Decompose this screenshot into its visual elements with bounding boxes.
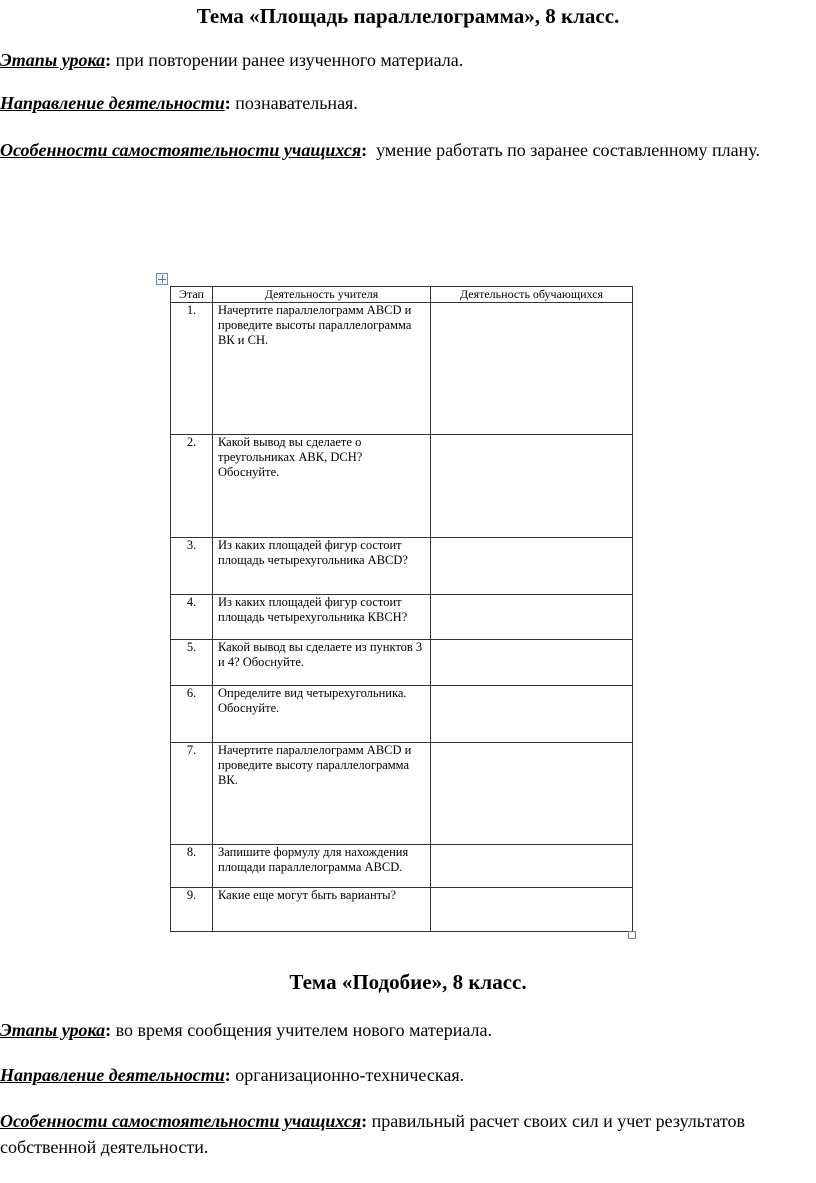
row-number: 6.: [171, 686, 213, 743]
teacher-activity: Определите вид четырехугольника. Обоснуйте.: [213, 686, 431, 743]
teacher-activity: Запишите формулу для нахождения площади параллелограмма АВСD.: [213, 845, 431, 888]
row-number: 1.: [171, 303, 213, 435]
lesson-plan-table: [170, 286, 633, 932]
features-value: правильный расчет своих сил и учет результатов собственной деятельности.: [0, 1111, 746, 1157]
row-number: 3.: [171, 538, 213, 595]
features-value: умение работать по заранее составленному плану.: [376, 140, 760, 160]
student-activity: [431, 743, 633, 845]
table-row: [171, 538, 633, 595]
teacher-activity: Начертите параллелограмм АВСD и проведите высоту параллелограмма ВК.: [213, 743, 431, 845]
section2-stages: Этапы урока: во время сообщения учителем нового материала.: [0, 1020, 492, 1040]
section2-direction: Направление деятельности: организационно-техническая.: [0, 1065, 465, 1085]
student-activity: [431, 595, 633, 640]
row-number: 8.: [171, 845, 213, 888]
direction-value: познавательная.: [235, 93, 358, 113]
header-students: Деятельность обучающихся: [431, 287, 633, 303]
row-number: 7.: [171, 743, 213, 845]
teacher-activity: Какой вывод вы сделаете о треугольниках АВК, DСН? Обоснуйте.: [213, 435, 431, 538]
table-resize-handle[interactable]: [628, 931, 636, 939]
direction-label: Направление деятельности: [0, 1065, 225, 1085]
section1-features: Особенности самостоятельности учащихся: умение работать по заранее составленному плану.: [0, 140, 760, 160]
table-row: [171, 686, 633, 743]
table-row: [171, 743, 633, 845]
row-number: 2.: [171, 435, 213, 538]
stages-label: Этапы урока: [0, 1020, 106, 1040]
student-activity: [431, 845, 633, 888]
header-stage: Этап: [171, 287, 213, 303]
teacher-activity: Из каких площадей фигур состоит площадь четырехугольника АВСD?: [213, 538, 431, 595]
student-activity: [431, 640, 633, 686]
teacher-activity: Какой вывод вы сделаете из пунктов 3 и 4? Обоснуйте.: [213, 640, 431, 686]
table-row: [171, 595, 633, 640]
direction-label: Направление деятельности: [0, 93, 225, 113]
row-number: 9.: [171, 888, 213, 932]
student-activity: [431, 303, 633, 435]
direction-value: организационно-техническая.: [235, 1065, 465, 1085]
header-teacher: Деятельность учителя: [213, 287, 431, 303]
features-label: Особенности самостоятельности учащихся: [0, 1111, 362, 1131]
row-number: 5.: [171, 640, 213, 686]
teacher-activity: Начертите параллелограмм АВСD и проведите высоты параллелограмма ВК и СН.: [213, 303, 431, 435]
stages-value: при повторении ранее изученного материала.: [115, 50, 464, 70]
section1-direction: Направление деятельности: познавательная.: [0, 93, 358, 113]
student-activity: [431, 888, 633, 932]
table-row: [171, 435, 633, 538]
student-activity: [431, 435, 633, 538]
table-move-handle-icon[interactable]: [156, 273, 168, 285]
row-number: 4.: [171, 595, 213, 640]
table-row: [171, 888, 633, 932]
table-header-row: [171, 287, 633, 303]
stages-label: Этапы урока: [0, 50, 106, 70]
teacher-activity: Из каких площадей фигур состоит площадь четырехугольника КВСН?: [213, 595, 431, 640]
table-row: [171, 845, 633, 888]
table-row: [171, 303, 633, 435]
section1-title: Тема «Площадь параллелограмма», 8 класс.: [196, 4, 620, 28]
stages-value: во время сообщения учителем нового материала.: [115, 1020, 492, 1040]
student-activity: [431, 686, 633, 743]
section2-title: Тема «Подобие», 8 класс.: [289, 970, 527, 994]
student-activity: [431, 538, 633, 595]
section2-features: Особенности самостоятельности учащихся: правильный расчет своих сил и учет результатов собственной деятельности.: [0, 1111, 746, 1157]
teacher-activity: Какие еще могут быть варианты?: [213, 888, 431, 932]
features-label: Особенности самостоятельности учащихся: [0, 140, 362, 160]
table-row: [171, 640, 633, 686]
section1-stages: Этапы урока: при повторении ранее изученного материала.: [0, 50, 464, 70]
